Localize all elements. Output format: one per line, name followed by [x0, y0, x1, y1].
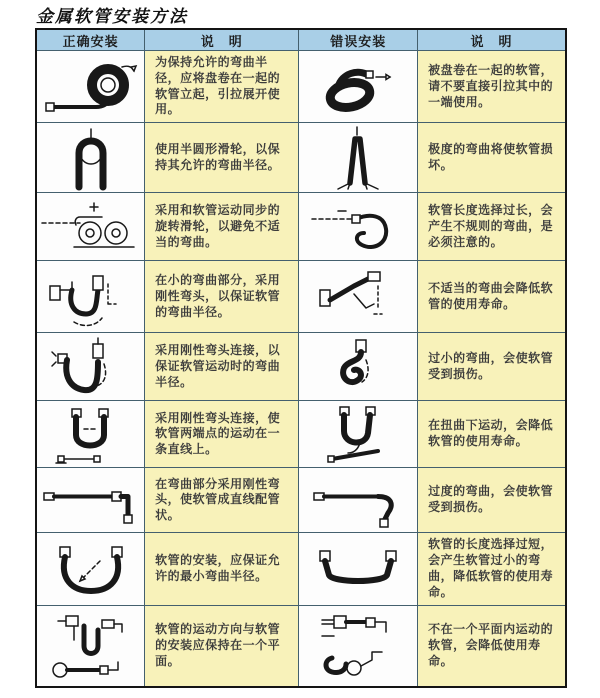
description-text: 过度的弯曲，会使软管受到损伤。 [428, 484, 554, 515]
description-text: 采用和软管运动同步的旋转滑轮，以避免不适当的弯曲。 [155, 203, 281, 249]
rigid-elbow-small-bend-icon [38, 264, 144, 330]
wrong-image-cell [299, 333, 418, 401]
description-text: 软管的运动方向与软管的安装应保持在一个平面。 [155, 621, 281, 668]
out-of-plane-motion-hose-icon [308, 606, 408, 686]
wrong-description-cell [418, 123, 566, 193]
hose-installation-table [35, 28, 567, 688]
synchronized-rotating-pulley-track-icon [38, 197, 144, 257]
description-text: 软管的长度选择过短，会产生软管过小的弯曲，降低软管的使用寿命。 [428, 537, 554, 599]
description-text: 为保持允许的弯曲半径，应将盘卷在一起的软管立起，引拉展开使用。 [155, 55, 281, 117]
too-short-stretched-hose-icon [308, 537, 408, 601]
wrong-image-cell [299, 193, 418, 261]
wrong-description-cell [418, 533, 566, 605]
wrong-description-cell [418, 333, 566, 401]
description-text: 软管的安装，应保证允许的最小弯曲半径。 [155, 553, 281, 583]
page-title: 金属软管安装方法 [36, 7, 188, 27]
header-row [36, 29, 566, 51]
description-text: 被盘卷在一起的软管，请不要直接引拉其中的一端使用。 [428, 62, 554, 109]
correct-image-cell [36, 193, 145, 261]
sharply-bent-hanging-hose-icon [308, 125, 408, 191]
correct-image-cell [36, 605, 145, 687]
single-plane-motion-assembly-icon [38, 606, 144, 686]
uncoiled-hose-standing-icon [38, 55, 144, 119]
header-description-1: 说 明 [145, 29, 299, 51]
correct-description-cell [145, 533, 299, 605]
correct-image-cell [36, 123, 145, 193]
table-row [36, 51, 566, 123]
description-text: 极度的弯曲将使软管损坏。 [428, 141, 554, 172]
description-text: 在小的弯曲部分，采用刚性弯头，以保证软管的弯曲半径。 [155, 273, 281, 319]
header-correct-install: 正确安装 [36, 29, 145, 51]
rigid-elbow-connection-u-icon [38, 336, 144, 398]
table-row [36, 333, 566, 401]
hose-over-semicircular-pulley-icon [38, 125, 144, 191]
description-text: 采用刚性弯头连接，以保证软管运动时的弯曲半径。 [155, 343, 281, 389]
description-text: 软管长度选择过长，会产生不规则的弯曲，是必须注意的。 [428, 203, 554, 249]
wrong-description-cell [418, 261, 566, 333]
correct-image-cell [36, 261, 145, 333]
table-row [36, 605, 566, 687]
description-text: 采用刚性弯头连接，使软管两端点的运动在一条直线上。 [155, 410, 281, 457]
wrong-image-cell [299, 261, 418, 333]
coiled-hose-pulled-icon [308, 55, 408, 119]
u-hose-inline-motion-icon [38, 403, 144, 465]
correct-description-cell [145, 193, 299, 261]
correct-image-cell [36, 333, 145, 401]
correct-image-cell [36, 51, 145, 123]
wrong-image-cell [299, 468, 418, 533]
improper-sharp-bend-icon [308, 264, 408, 330]
wrong-image-cell [299, 605, 418, 687]
correct-description-cell [145, 333, 299, 401]
wrong-image-cell [299, 401, 418, 468]
table-row [36, 533, 566, 605]
minimum-bend-radius-u-icon [38, 537, 144, 601]
correct-image-cell [36, 533, 145, 605]
correct-description-cell [145, 468, 299, 533]
correct-description-cell [145, 261, 299, 333]
wrong-description-cell [418, 605, 566, 687]
table-row [36, 261, 566, 333]
table-row [36, 123, 566, 193]
overlong-hose-irregular-loop-icon [308, 197, 408, 257]
header-description-2: 说 明 [418, 29, 566, 51]
wrong-image-cell [299, 123, 418, 193]
table-row [36, 468, 566, 533]
wrong-image-cell [299, 51, 418, 123]
correct-description-cell [145, 401, 299, 468]
wrong-description-cell [418, 193, 566, 261]
description-text: 不在一个平面内运动的软管，会降低使用寿命。 [428, 621, 554, 668]
wrong-description-cell [418, 51, 566, 123]
twisted-u-hose-icon [308, 403, 408, 465]
table-row [36, 401, 566, 468]
wrong-description-cell [418, 401, 566, 468]
correct-description-cell [145, 123, 299, 193]
wrong-image-cell [299, 533, 418, 605]
description-text: 在弯曲部分采用刚性弯头，使软管成直线配管状。 [155, 476, 281, 523]
correct-image-cell [36, 401, 145, 468]
correct-description-cell [145, 605, 299, 687]
wrong-description-cell [418, 468, 566, 533]
description-text: 过小的弯曲，会使软管受到损伤。 [428, 350, 554, 381]
straight-run-rigid-elbow-icon [38, 471, 144, 529]
correct-image-cell [36, 468, 145, 533]
too-small-bend-hook-icon [308, 336, 408, 398]
header-wrong-install: 错误安装 [299, 29, 418, 51]
correct-description-cell [145, 51, 299, 123]
excessive-bend-at-end-icon [308, 471, 408, 529]
description-text: 使用半圆形滑轮，以保持其允许的弯曲半径。 [155, 141, 281, 172]
description-text: 不适当的弯曲会降低软管的使用寿命。 [428, 280, 554, 311]
description-text: 在扭曲下运动，会降低软管的使用寿命。 [428, 418, 554, 449]
table-row [36, 193, 566, 261]
